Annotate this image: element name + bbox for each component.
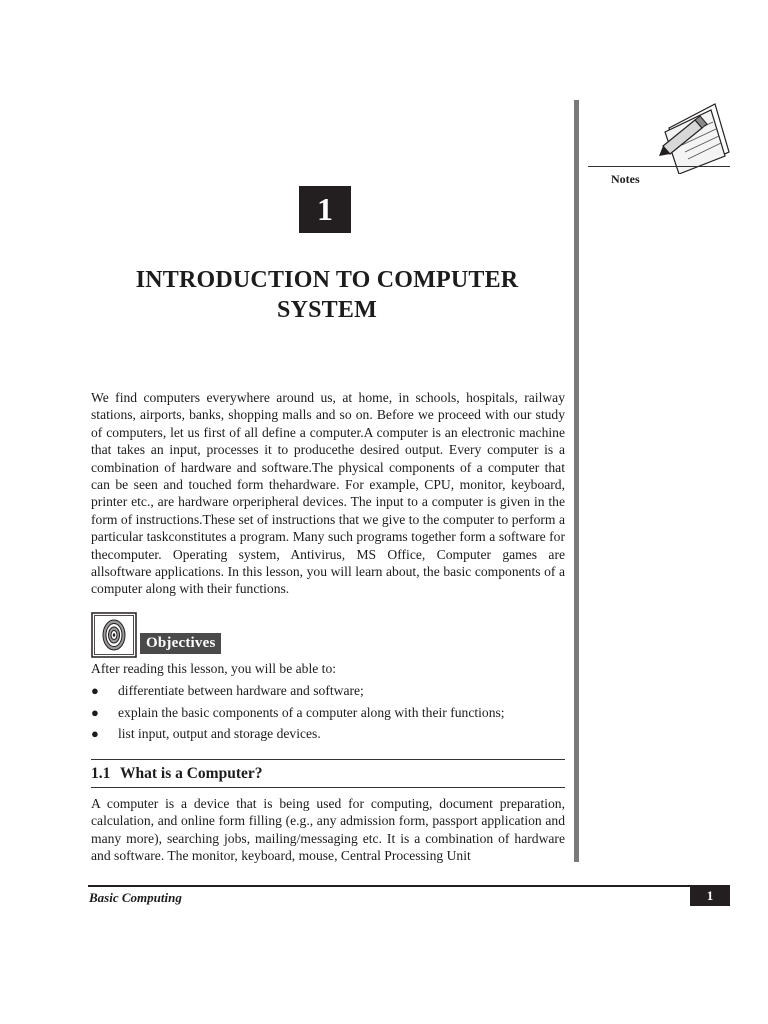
chapter-number: 1 <box>299 186 351 233</box>
notes-label: Notes <box>611 172 640 186</box>
page-number: 1 <box>690 886 730 906</box>
chapter-title-line-1: INTRODUCTION TO COMPUTER <box>135 267 519 293</box>
section-paragraph: A computer is a device that is being used for computing, document preparation, calculation, and online form filling (e.g., any admission form, passport application and many more), searching jobs, mailing/messaging etc. It is a combination of hardware and software. The monitor, keyboard, mouse, Central Processing Unit <box>91 796 565 864</box>
section-rule-bottom <box>91 787 565 788</box>
section-rule-top <box>91 759 565 760</box>
margin-rule <box>574 100 579 862</box>
chapter-title <box>90 265 564 325</box>
notepad-pencil-icon <box>655 98 731 174</box>
section-heading <box>91 765 263 783</box>
section-number: 1.1 <box>91 765 111 782</box>
objective-item <box>91 704 565 721</box>
target-icon <box>91 612 137 658</box>
notes-rule <box>588 166 730 167</box>
footer-book-title: Basic Computing <box>89 890 182 905</box>
objective-text: list input, output and storage devices. <box>118 726 321 741</box>
objectives-intro: After reading this lesson, you will be able to: <box>91 661 337 676</box>
intro-paragraph: We find computers everywhere around us, at home, in schools, hospitals, railway stations, airports, banks, shopping malls and so on. Before we proceed with our study of computers, let us first of all define a computer.A computer is an electronic machine that takes an input, processes it to producethe desired output. Every computer is a combination of hardware and software.The physical components of a computer that can be seen and touched form thehardware. For example, CPU, monitor, keyboard, printer etc., are hardware orperipheral devices. The input to a computer is given in the form of instructions.These set of instructions that we give to the computer to perform a particular taskconstitutes a program. Many such programs together form a software for thecomputer. Operating system, Antivirus, MS Office, Computer games are allsoftware applications. In this lesson, you will learn about, the basic components of a computer along with their functions. <box>91 390 565 597</box>
objective-text: explain the basic components of a computer along with their functions; <box>118 705 505 720</box>
objective-text: differentiate between hardware and software; <box>118 683 364 698</box>
footer-rule <box>88 885 730 887</box>
bullet-icon: ● <box>91 705 99 720</box>
section-title: What is a Computer? <box>119 765 263 782</box>
bullet-icon: ● <box>91 726 99 741</box>
chapter-title-line-2: SYSTEM <box>277 297 377 323</box>
objective-item <box>91 725 565 742</box>
objectives-heading: Objectives <box>140 633 221 654</box>
bullet-icon: ● <box>91 683 99 698</box>
objective-item <box>91 682 565 699</box>
